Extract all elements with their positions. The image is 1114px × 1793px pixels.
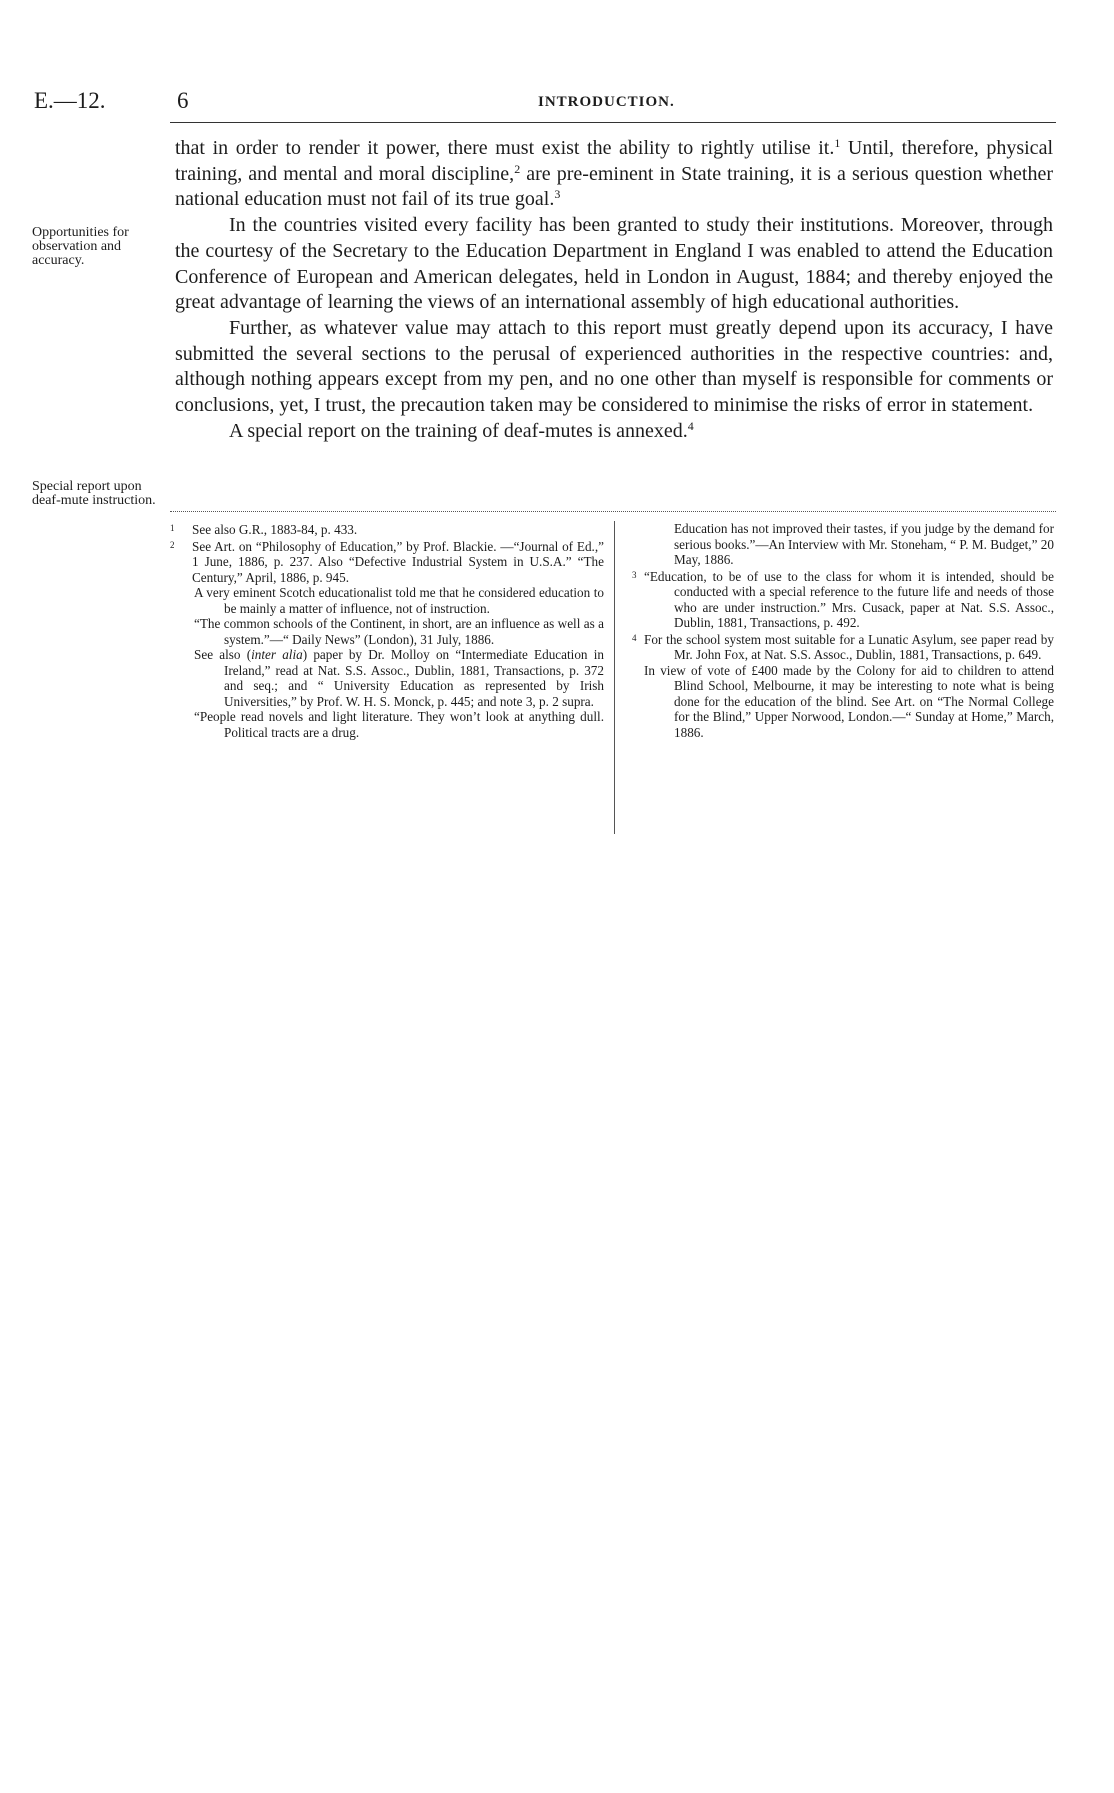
footnote-2-paragraph-d bbox=[170, 647, 604, 709]
footnote-4-number: 4 bbox=[632, 632, 637, 643]
footnote-1-text: See also G.R., 1883-84, p. 433. bbox=[192, 522, 358, 537]
paragraph-1-text-b: Until, therefore, physical training, and mental and moral discipline, bbox=[175, 137, 1053, 185]
page-title: INTRODUCTION. bbox=[538, 94, 675, 110]
footnote-ref-3: 3 bbox=[554, 187, 561, 202]
paragraph-1-text-c: are pre-eminent in State training, it is a serious question whether national education must not fail of its true goal. bbox=[175, 162, 1053, 211]
footnote-ref-1: 1 bbox=[834, 136, 841, 150]
footnote-2-d-post: ) paper by Dr. Molloy on “Intermediate Education in Ireland,” read at Nat. S.S. Assoc., Dublin, 1881, Transactions, p. 372 and seq.; and “ University Education as represented by Irish Universities,” by Prof. W. H. S. Monck, p. 445; and note 3, p. 2 supra. bbox=[224, 647, 604, 709]
paragraph-2: In the countries visited every facility has been granted to study their institutions. Moreover, through the courtesy of the Secretary to the Education Department in England I was enabled to attend the Education Conference of European and American delegates, held in London in August, 1884; and thereby enjoyed the great advantage of learning the views of an international assembly of high educational authorities. bbox=[175, 214, 1053, 314]
footnote-4 bbox=[620, 631, 1054, 663]
footnote-2 bbox=[170, 538, 604, 586]
footnote-2-paragraph-e: “People read novels and light literature. They won’t look at anything dull. Political tracts are a drug. bbox=[194, 709, 604, 740]
footnote-2-text: See Art. on “Philosophy of Education,” by Prof. Blackie. —“Journal of Ed.,” 1 June, 1886, p. 237. Also “Defective Industrial System in U.S.A.” “The Century,” April, 1886, p. 945. bbox=[192, 538, 604, 585]
footnote-3-number: 3 bbox=[632, 569, 637, 580]
footnote-rule bbox=[170, 511, 1056, 512]
footnote-ref-2: 2 bbox=[514, 161, 521, 176]
footnote-2-paragraph-c: “The common schools of the Continent, in short, are an influence as well as a system.”—“ Daily News” (London), 31 July, 1886. bbox=[194, 616, 604, 647]
paragraph-1-text-a: that in order to render it power, there must exist the ability to rightly utilise it. bbox=[175, 137, 835, 159]
footnote-1 bbox=[170, 521, 604, 538]
paragraph-3: Further, as whatever value may attach to this report must greatly depend upon its accuracy, I have submitted the several sections to the perusal of experienced authorities in the respective countries: and, although nothing appears except from my pen, and no one other than myself is responsible for comments or conclusions, yet, I trust, the precaution taken may be considered to minimise the risks of error in statement. bbox=[175, 316, 1053, 417]
side-note-opportunities: Opportunities for observation and accuracy. bbox=[32, 225, 129, 268]
footnote-3-text: “Education, to be of use to the class for whom it is intended, should be conducted with a special reference to the future life and needs of those who are under instruction.” Mrs. Cusack, paper at Nat. S.S. Assoc., Dublin, 1881, Transactions, p. 492. bbox=[644, 568, 1054, 630]
side-note-special-report: Special report upon deaf-mute instruction. bbox=[32, 479, 156, 508]
footnote-2-number: 2 bbox=[170, 539, 175, 550]
footnote-2-d-italic: inter alia bbox=[251, 647, 303, 662]
footnote-2-d-pre: See also ( bbox=[194, 647, 252, 662]
body-text bbox=[175, 136, 1053, 444]
paragraph-4-text: A special report on the training of deaf-mutes is annexed. bbox=[229, 419, 688, 442]
footnote-3 bbox=[620, 568, 1054, 631]
paragraph-1 bbox=[175, 136, 1053, 213]
footnotes-right-column bbox=[620, 521, 1054, 740]
footnote-4-text: For the school system most suitable for a Lunatic Asylum, see paper read by Mr. John Fox, at Nat. S.S. Assoc., Dublin, 1881, Transactions, p. 649. bbox=[644, 631, 1054, 662]
footnote-1-number: 1 bbox=[170, 523, 175, 533]
footnote-2-continuation: Education has not improved their tastes, if you judge by the demand for serious books.”—An Interview with Mr. Stoneham, “ P. M. Budget,” 20 May, 1886. bbox=[674, 521, 1054, 567]
footnote-4-paragraph-b: In view of vote of £400 made by the Colony for aid to children to attend Blind School, Melbourne, it may be interesting to note what is being done for the education of the blind. See Art. on “The Normal College for the Blind,” Upper Norwood, London.—“ Sunday at Home,” March, 1886. bbox=[644, 662, 1054, 740]
page-number: 6 bbox=[177, 88, 189, 113]
footnote-ref-4: 4 bbox=[687, 418, 694, 433]
header-rule bbox=[170, 122, 1056, 123]
footnotes-left-column bbox=[170, 521, 604, 740]
footnote-column-divider bbox=[614, 521, 615, 834]
paragraph-4 bbox=[175, 419, 1053, 445]
footnote-2-paragraph-b: A very eminent Scotch educationalist told me that he considered education to be mainly a matter of influence, not of instruction. bbox=[194, 585, 604, 616]
document-code: E.—12. bbox=[34, 88, 106, 113]
